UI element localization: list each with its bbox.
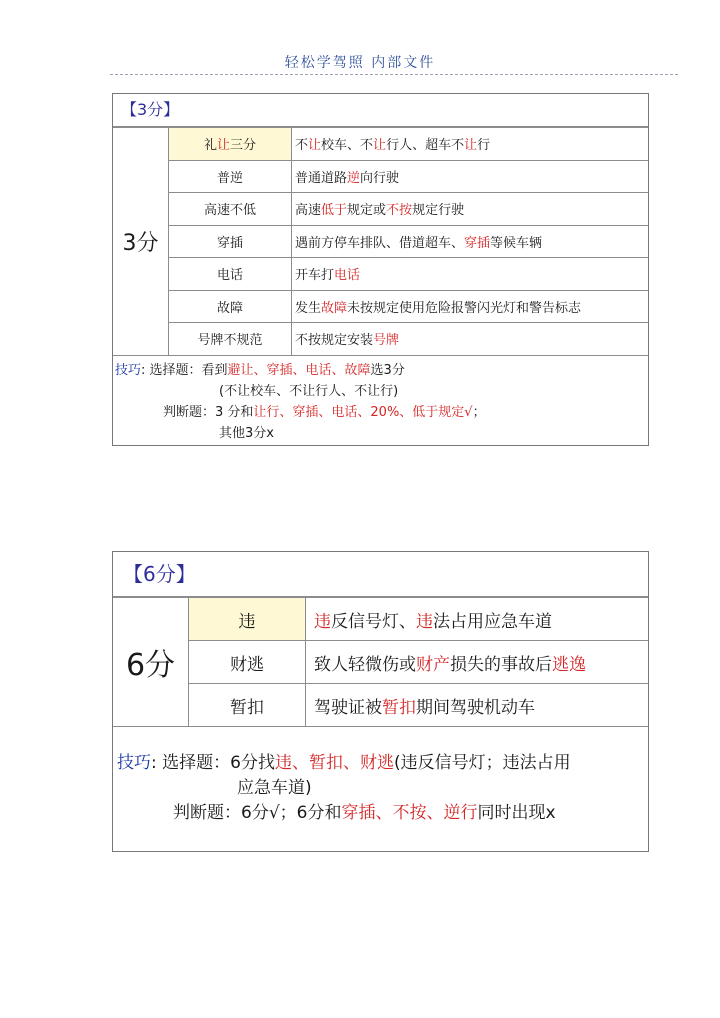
text: 号牌不规范 bbox=[197, 333, 263, 349]
rule-description bbox=[292, 193, 649, 226]
rule-name: 财逃 bbox=[189, 641, 306, 684]
rule-description bbox=[306, 641, 649, 684]
table-row bbox=[113, 258, 648, 291]
tip-text: 其他3分x bbox=[219, 425, 274, 441]
keyword-text: 逃逸 bbox=[552, 654, 586, 675]
table-row bbox=[113, 225, 648, 258]
keyword-text: 财产 bbox=[416, 654, 450, 675]
points-label: 6分 bbox=[113, 598, 189, 727]
text: 高速 bbox=[295, 203, 322, 219]
keyword-text: 电话 bbox=[334, 268, 361, 284]
text: 反信号灯、 bbox=[331, 611, 416, 632]
text: 三分 bbox=[230, 138, 257, 154]
text: 开车打 bbox=[295, 268, 335, 284]
rule-description bbox=[292, 258, 649, 291]
rule-name bbox=[169, 225, 292, 258]
text: 高速不低 bbox=[203, 203, 256, 219]
keyword-text: 故障 bbox=[321, 300, 348, 316]
document-header: 轻松学驾照 内部文件 bbox=[284, 55, 436, 71]
keyword-text: 暂扣 bbox=[382, 697, 416, 718]
rule-description bbox=[292, 323, 649, 356]
tip-text: 判断题：3 分和 bbox=[163, 404, 254, 420]
tip-keywords: 避让、穿插、电话、故障 bbox=[227, 362, 371, 378]
text: 发生 bbox=[295, 300, 322, 316]
text: 未按规定使用危险报警闪光灯和警告标志 bbox=[347, 300, 582, 316]
tip-text: : 选择题：6分找 bbox=[151, 753, 275, 773]
tip-text: 应急车道) bbox=[237, 778, 312, 798]
tip-keywords: 违、暂扣、财逃 bbox=[274, 753, 394, 773]
text: 不 bbox=[295, 138, 309, 154]
rule-name bbox=[169, 160, 292, 193]
keyword-text: 低于 bbox=[321, 203, 348, 219]
rule-name bbox=[169, 258, 292, 291]
text: 期间驾驶机动车 bbox=[416, 697, 535, 718]
text: 规定行驶 bbox=[412, 203, 465, 219]
tips-block bbox=[113, 356, 648, 444]
rule-description bbox=[292, 128, 649, 161]
rule-name: 违 bbox=[189, 598, 306, 641]
tip-text: : 选择题：看到 bbox=[141, 362, 228, 378]
tip-text: 选3分 bbox=[370, 362, 405, 378]
header-divider bbox=[110, 74, 678, 75]
table-row bbox=[113, 193, 648, 226]
keyword-text: 让 bbox=[308, 138, 322, 154]
keyword-text: 违 bbox=[416, 611, 433, 632]
keyword-text: 号牌 bbox=[373, 333, 400, 349]
text: 行人、超车不 bbox=[386, 138, 465, 154]
tip-text: 同时出现x bbox=[477, 803, 556, 823]
text: 故障 bbox=[216, 300, 243, 316]
text: 法占用应急车道 bbox=[433, 611, 552, 632]
text: 驾驶证被 bbox=[314, 697, 382, 718]
tip-text: ； bbox=[472, 404, 486, 420]
table-row bbox=[113, 128, 648, 161]
keyword-text: 穿插 bbox=[464, 235, 491, 251]
table-row bbox=[113, 290, 648, 323]
tip-keywords: 穿插、不按、逆行 bbox=[341, 803, 478, 823]
rule-description bbox=[292, 290, 649, 323]
tip-text: 判断题：6分√；6分和 bbox=[173, 803, 342, 823]
text: 等候车辆 bbox=[490, 235, 543, 251]
tips-block bbox=[113, 727, 648, 826]
table-row bbox=[113, 641, 648, 684]
section-3-points bbox=[112, 93, 649, 446]
text: 礼 bbox=[203, 138, 217, 154]
text: 普逆 bbox=[216, 170, 243, 186]
text: 普通道路 bbox=[295, 170, 348, 186]
rule-description bbox=[292, 160, 649, 193]
rule-name bbox=[169, 323, 292, 356]
table-row bbox=[113, 160, 648, 193]
tip-text: (违反信号灯；违法占用 bbox=[393, 753, 571, 773]
text: 穿插 bbox=[216, 235, 243, 251]
section-6-points bbox=[112, 551, 649, 852]
keyword-text: 不按 bbox=[386, 203, 413, 219]
tip-keywords: 让行、穿插、电话、20%、低于规定√ bbox=[253, 404, 473, 420]
keyword-text: 违 bbox=[314, 611, 331, 632]
table-row bbox=[113, 598, 648, 641]
rule-name: 暂扣 bbox=[189, 684, 306, 727]
rule-name bbox=[169, 193, 292, 226]
text: 行 bbox=[477, 138, 491, 154]
keyword-text: 让 bbox=[216, 138, 230, 154]
points-label: 3分 bbox=[113, 128, 169, 356]
rules-table bbox=[113, 127, 648, 356]
text: 遇前方停车排队、借道超车、 bbox=[295, 235, 465, 251]
keyword-text: 逆 bbox=[347, 170, 361, 186]
tips-label: 技巧 bbox=[117, 753, 151, 773]
tip-text: (不让校车、不让行人、不让行) bbox=[219, 383, 399, 399]
rule-description bbox=[306, 684, 649, 727]
rule-name bbox=[169, 290, 292, 323]
keyword-text: 让 bbox=[464, 138, 478, 154]
text: 向行驶 bbox=[360, 170, 400, 186]
text: 电话 bbox=[216, 268, 243, 284]
text: 规定或 bbox=[347, 203, 387, 219]
rule-description bbox=[306, 598, 649, 641]
rule-description bbox=[292, 225, 649, 258]
rule-name bbox=[169, 128, 292, 161]
tips-label: 技巧 bbox=[115, 362, 142, 378]
text: 校车、不 bbox=[321, 138, 374, 154]
section-title: 【3分】 bbox=[113, 94, 648, 127]
text: 致人轻微伤或 bbox=[314, 654, 416, 675]
section-title: 【6分】 bbox=[113, 552, 648, 597]
table-row bbox=[113, 323, 648, 356]
text: 损失的事故后 bbox=[450, 654, 552, 675]
table-row bbox=[113, 684, 648, 727]
text: 不按规定安装 bbox=[295, 333, 374, 349]
rules-table bbox=[113, 597, 648, 727]
keyword-text: 让 bbox=[373, 138, 387, 154]
